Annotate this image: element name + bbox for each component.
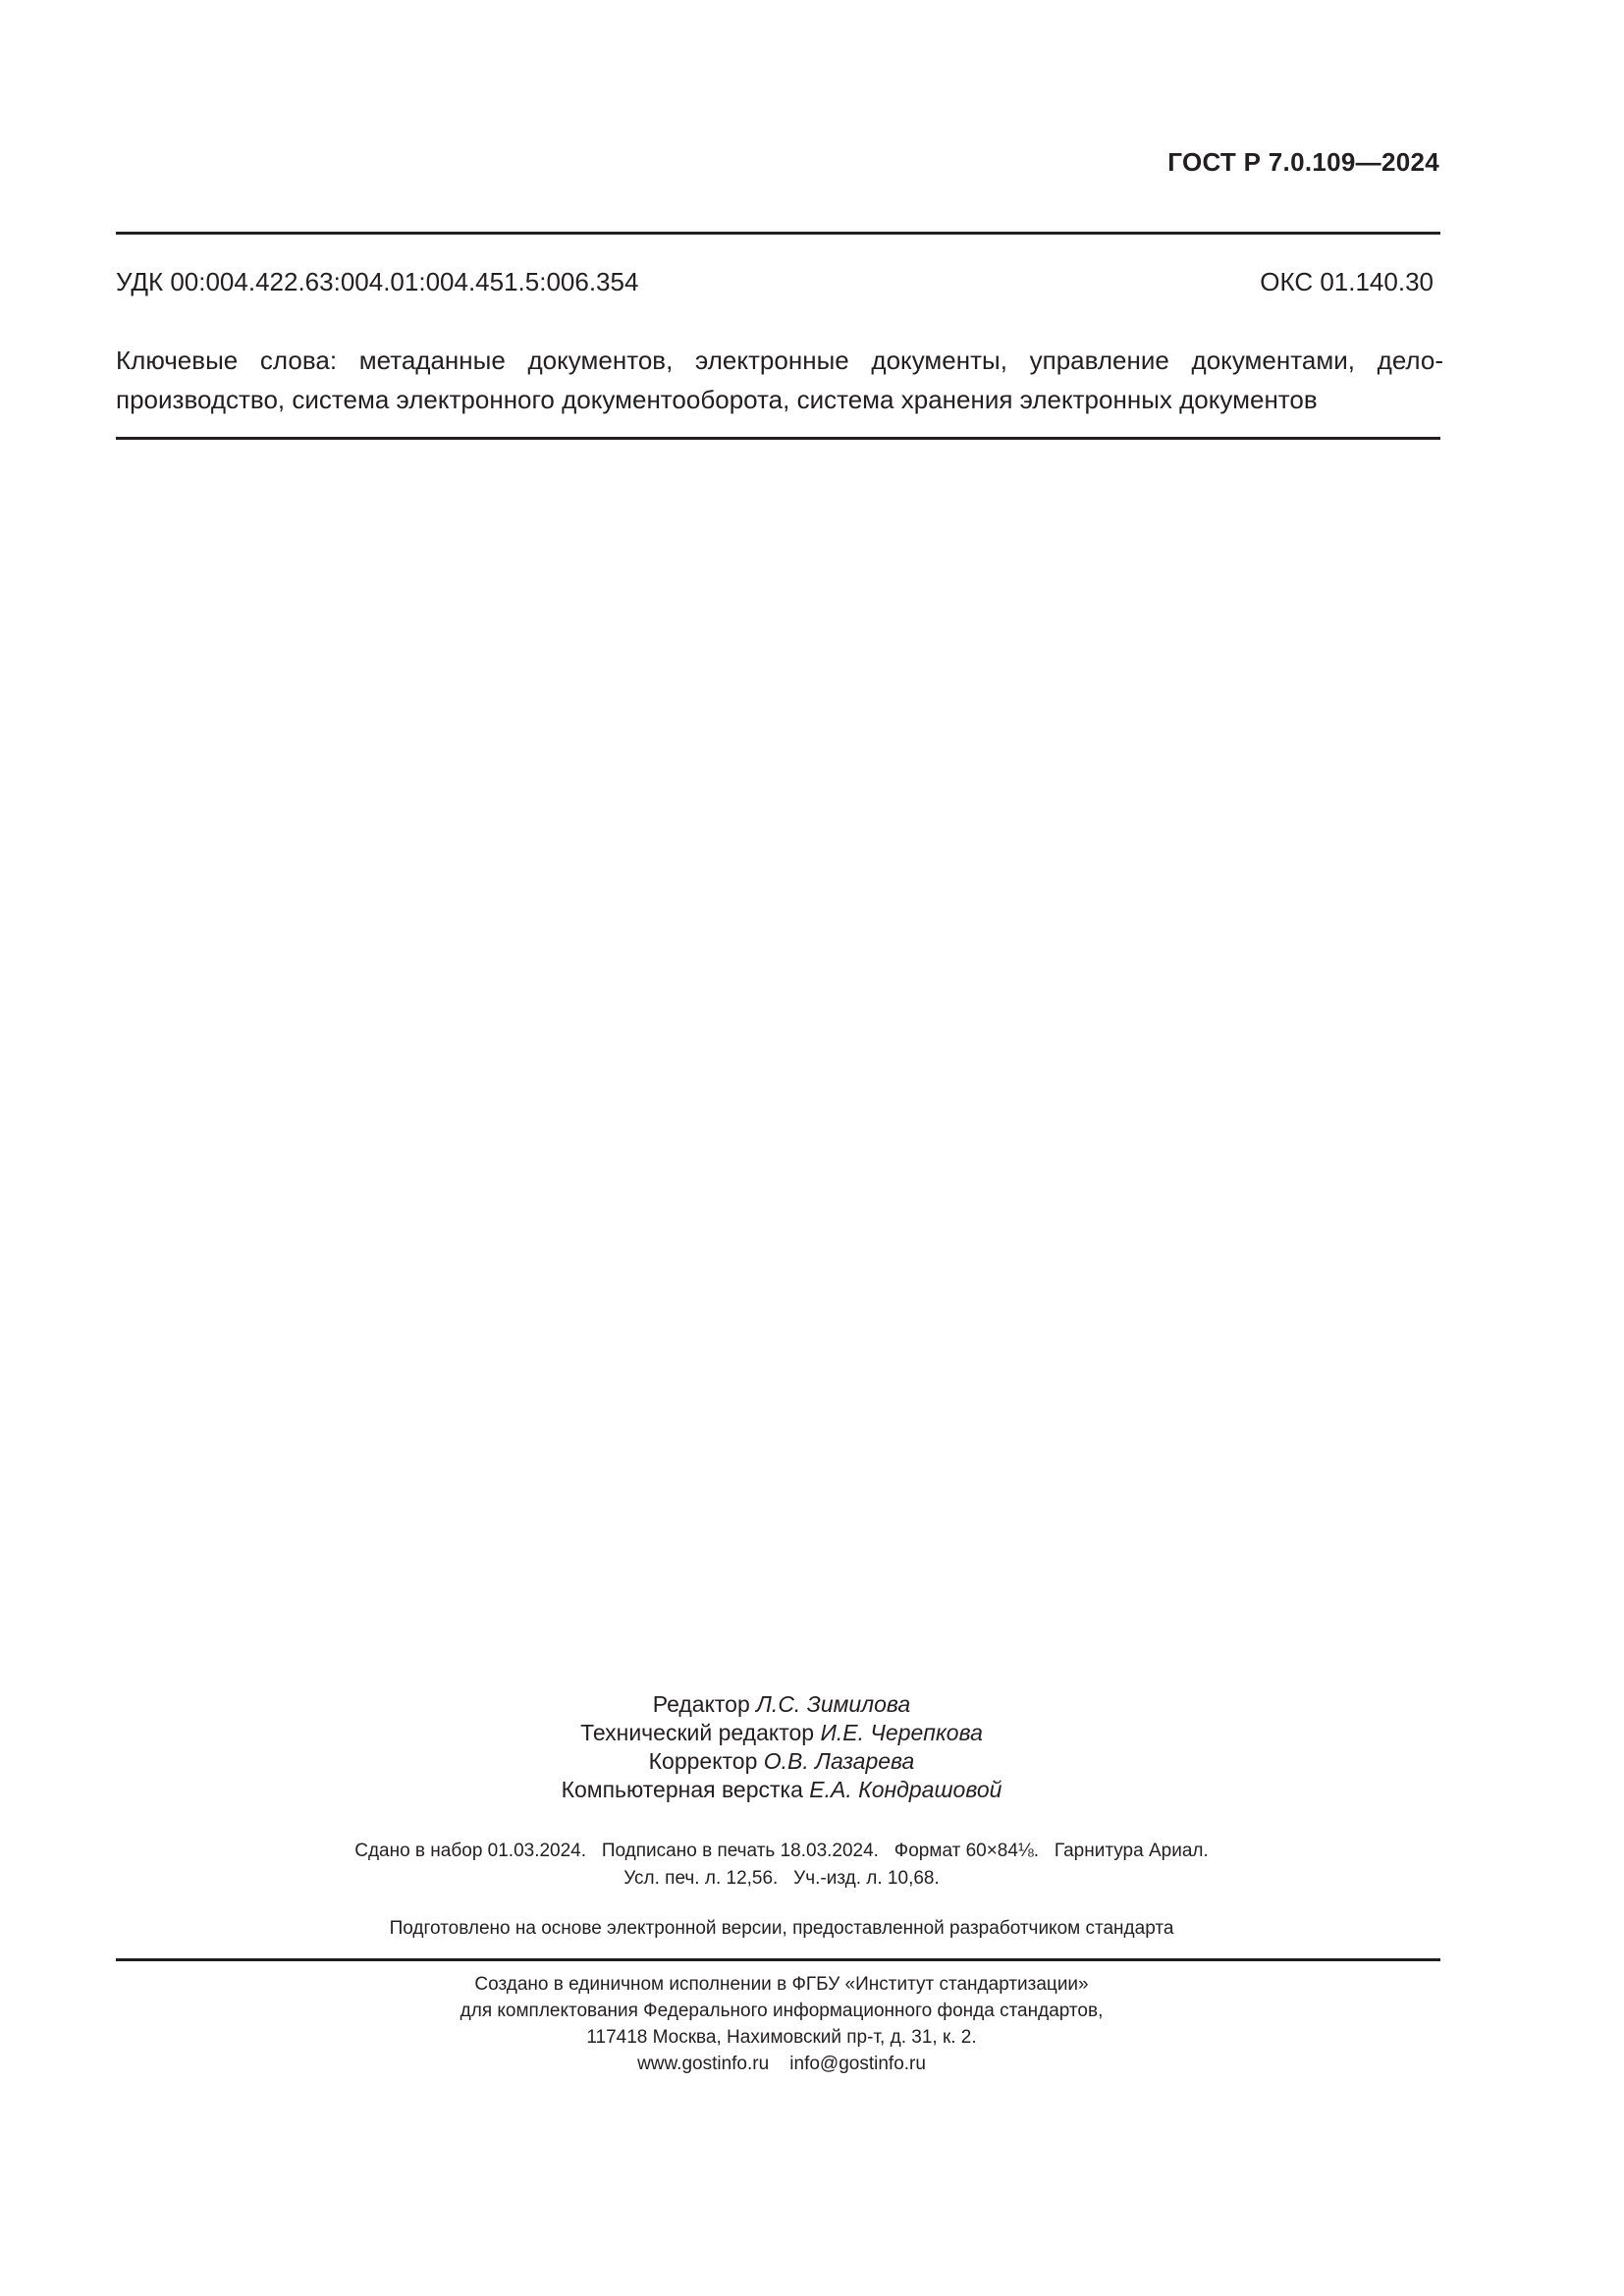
print-info-block bbox=[0, 1838, 1563, 1893]
print-info-line-1: Сдано в набор 01.03.2024. Подписано в печать 18.03.2024. Формат 60×84⅛. Гарнитура Ариал. bbox=[354, 1841, 1209, 1861]
tech-editor-role: Технический редактор bbox=[580, 1720, 815, 1745]
publisher-links: www.gostinfo.ru info@gostinfo.ru bbox=[637, 2054, 926, 2074]
tech-editor-name: И.Е. Черепкова bbox=[820, 1720, 983, 1745]
proofreader-role: Корректор bbox=[648, 1748, 758, 1774]
top-divider bbox=[116, 232, 1440, 235]
keywords-divider bbox=[116, 437, 1440, 440]
proofreader-name: О.В. Лазарева bbox=[763, 1748, 915, 1774]
publisher-line-2: для комплектования Федерального информационного фонда стандартов, bbox=[460, 2001, 1104, 2021]
proofreader-credit bbox=[0, 1747, 1563, 1776]
editor-role: Редактор bbox=[652, 1691, 750, 1717]
editor-name: Л.С. Зимилова bbox=[756, 1691, 911, 1717]
layout-role: Компьютерная верстка bbox=[561, 1777, 803, 1802]
publisher-line-3: 117418 Москва, Нахимовский пр-т, д. 31, к. 2. bbox=[586, 2027, 977, 2048]
classification-row bbox=[116, 267, 1434, 297]
udk-code: УДК 00:004.422.63:004.01:004.451.5:006.354 bbox=[116, 267, 639, 296]
oks-code: ОКС 01.140.30 bbox=[1260, 267, 1434, 296]
keywords-block bbox=[116, 341, 1443, 419]
tech-editor-credit bbox=[0, 1719, 1563, 1747]
publisher-block bbox=[0, 1971, 1563, 2077]
print-info-line-2: Усл. печ. л. 12,56. Уч.-изд. л. 10,68. bbox=[623, 1868, 940, 1889]
publisher-line-1: Создано в единичном исполнении в ФГБУ «Институт стандартизации» bbox=[474, 1974, 1089, 1995]
standard-number: ГОСТ Р 7.0.109—2024 bbox=[1167, 147, 1439, 177]
prepared-note: Подготовлено на основе электронной версии, предоставленной разработчиком стандарта bbox=[389, 1918, 1174, 1939]
layout-name: Е.А. Кондрашовой bbox=[809, 1777, 1002, 1802]
editor-credit bbox=[0, 1690, 1563, 1719]
keywords-line-1: Ключевые слова: метаданные документов, электронные документы, управление документами, дело- bbox=[116, 346, 1443, 375]
keywords-line-2: производство, система электронного документооборота, система хранения электронных документов bbox=[116, 385, 1318, 414]
layout-credit bbox=[0, 1776, 1563, 1804]
bottom-divider bbox=[116, 1958, 1440, 1961]
credits-block bbox=[0, 1690, 1563, 1804]
